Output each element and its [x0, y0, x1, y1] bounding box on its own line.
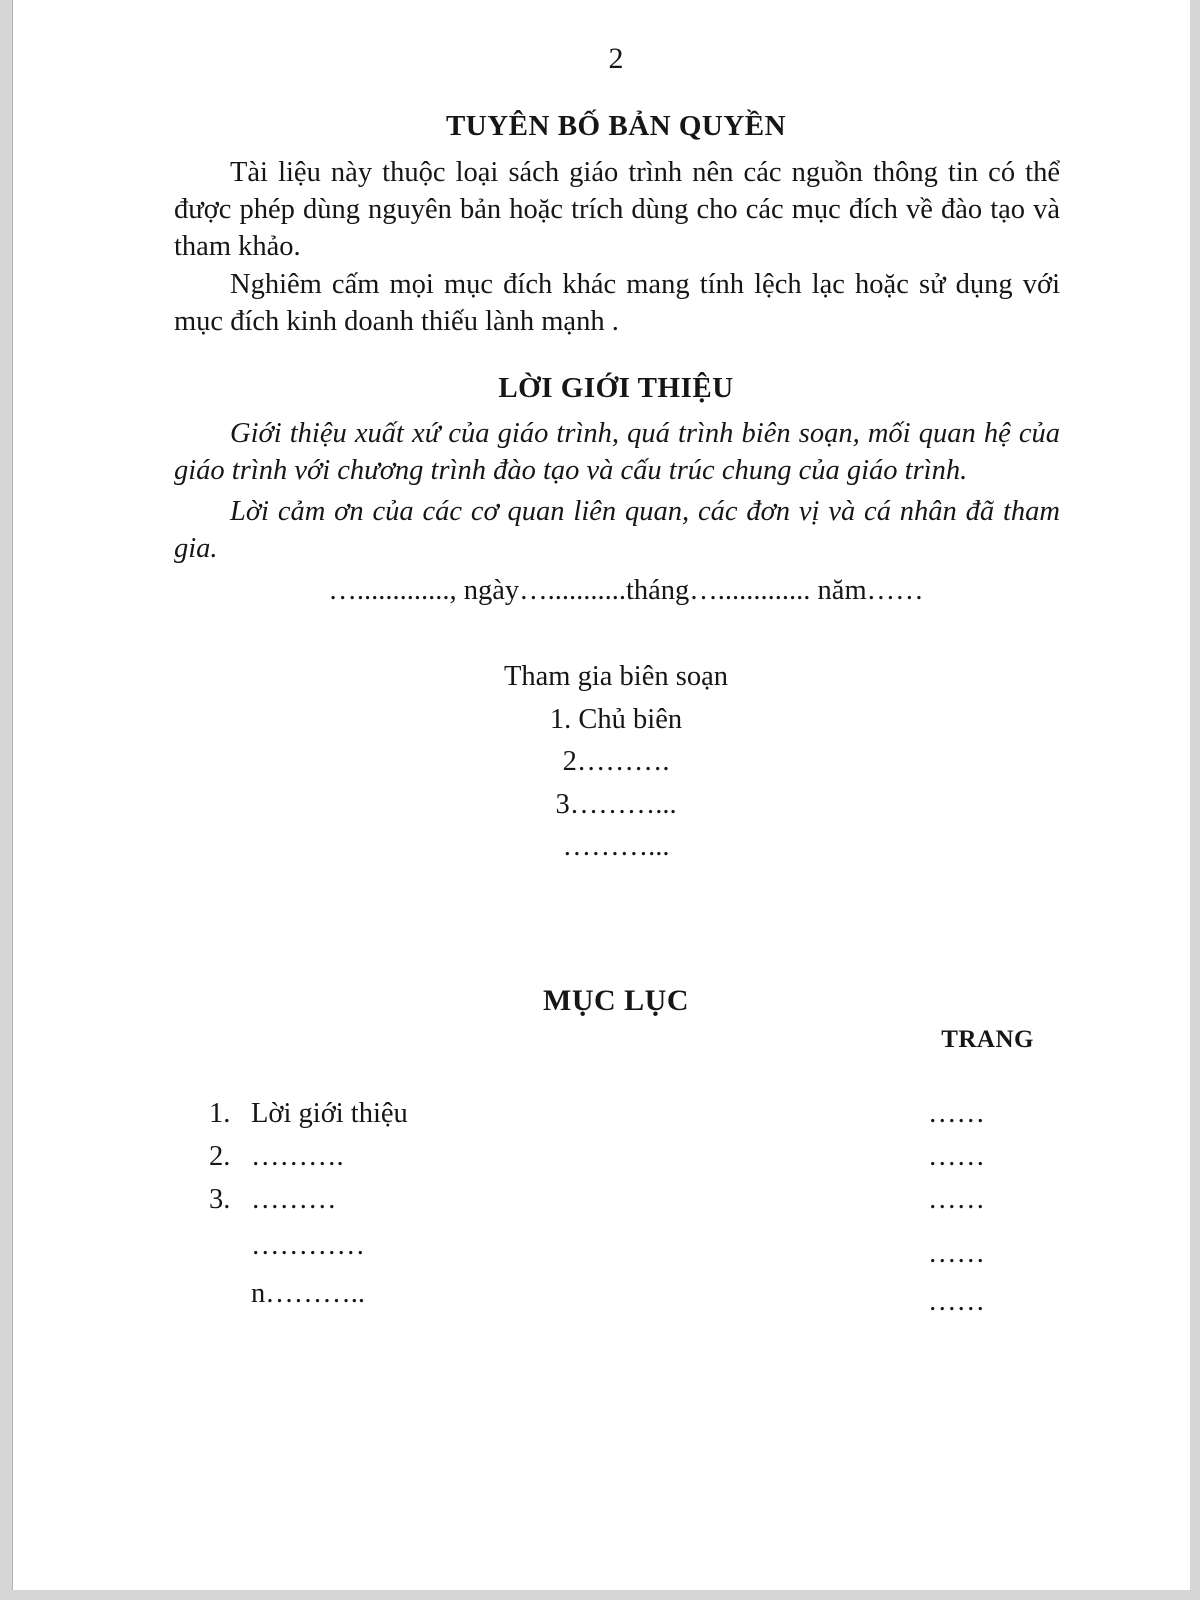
toc-row-text: ………	[251, 1184, 337, 1215]
toc-title: MỤC LỤC	[543, 984, 689, 1017]
toc-row-text: n………..	[251, 1278, 365, 1309]
toc-row-number: 3.	[209, 1184, 231, 1215]
copyright-title: TUYÊN BỐ BẢN QUYỀN	[445, 110, 787, 142]
authors-item-1: 1. Chủ biên	[549, 703, 683, 735]
toc-row-page-dots: ……	[928, 1238, 985, 1269]
toc-row-number	[209, 1230, 251, 1262]
toc-row-text: …………	[251, 1230, 365, 1261]
introduction-title: LỜI GIỚI THIỆU	[498, 372, 734, 404]
toc-row	[209, 1278, 985, 1318]
authors-block	[174, 656, 1058, 869]
toc-row-number: 2.	[209, 1141, 231, 1172]
authors-title: Tham gia biên soạn	[504, 661, 728, 692]
toc-row	[209, 1184, 985, 1216]
toc-row	[209, 1098, 985, 1130]
date-placeholder-line: …............., ngày…...........tháng…............. năm……	[328, 575, 924, 606]
copyright-paragraph-1: Tài liệu này thuộc loại sách giáo trình nên các nguồn thông tin có thể được phép dùng nguyên bản hoặc trích dùng cho các mục đích về đào tạo và tham khảo.	[174, 157, 1060, 262]
toc-row	[209, 1141, 985, 1173]
toc-page-column-label: TRANG	[941, 1026, 1034, 1053]
toc-row-page-dots: ……	[928, 1141, 985, 1172]
toc-row-number: 1.	[209, 1098, 231, 1129]
toc-row-text: Lời giới thiệu	[251, 1098, 408, 1129]
toc-row-page-dots: ……	[928, 1098, 985, 1129]
authors-item-3: 3………...	[555, 788, 677, 820]
page-number: 2	[608, 42, 624, 75]
toc-row	[209, 1230, 985, 1270]
introduction-paragraph-2: Lời cảm ơn của các cơ quan liên quan, các đơn vị và cá nhân đã tham gia.	[174, 496, 1060, 564]
toc-row-text: ……….	[251, 1141, 344, 1172]
toc-row-page-dots: ……	[928, 1286, 985, 1317]
introduction-paragraph-1: Giới thiệu xuất xứ của giáo trình, quá trình biên soạn, mối quan hệ của giáo trình với chương trình đào tạo và cấu trúc chung của giáo trình.	[174, 418, 1060, 486]
toc-row-number	[209, 1278, 251, 1310]
toc-row-page-dots: ……	[928, 1184, 985, 1215]
authors-item-2: 2……….	[562, 746, 670, 778]
copyright-paragraph-2: Nghiêm cấm mọi mục đích khác mang tính lệch lạc hoặc sử dụng với mục đích kinh doanh thiếu lành mạnh .	[174, 269, 1060, 337]
authors-item-4: ………...	[562, 831, 670, 863]
document-page	[12, 0, 1190, 1590]
